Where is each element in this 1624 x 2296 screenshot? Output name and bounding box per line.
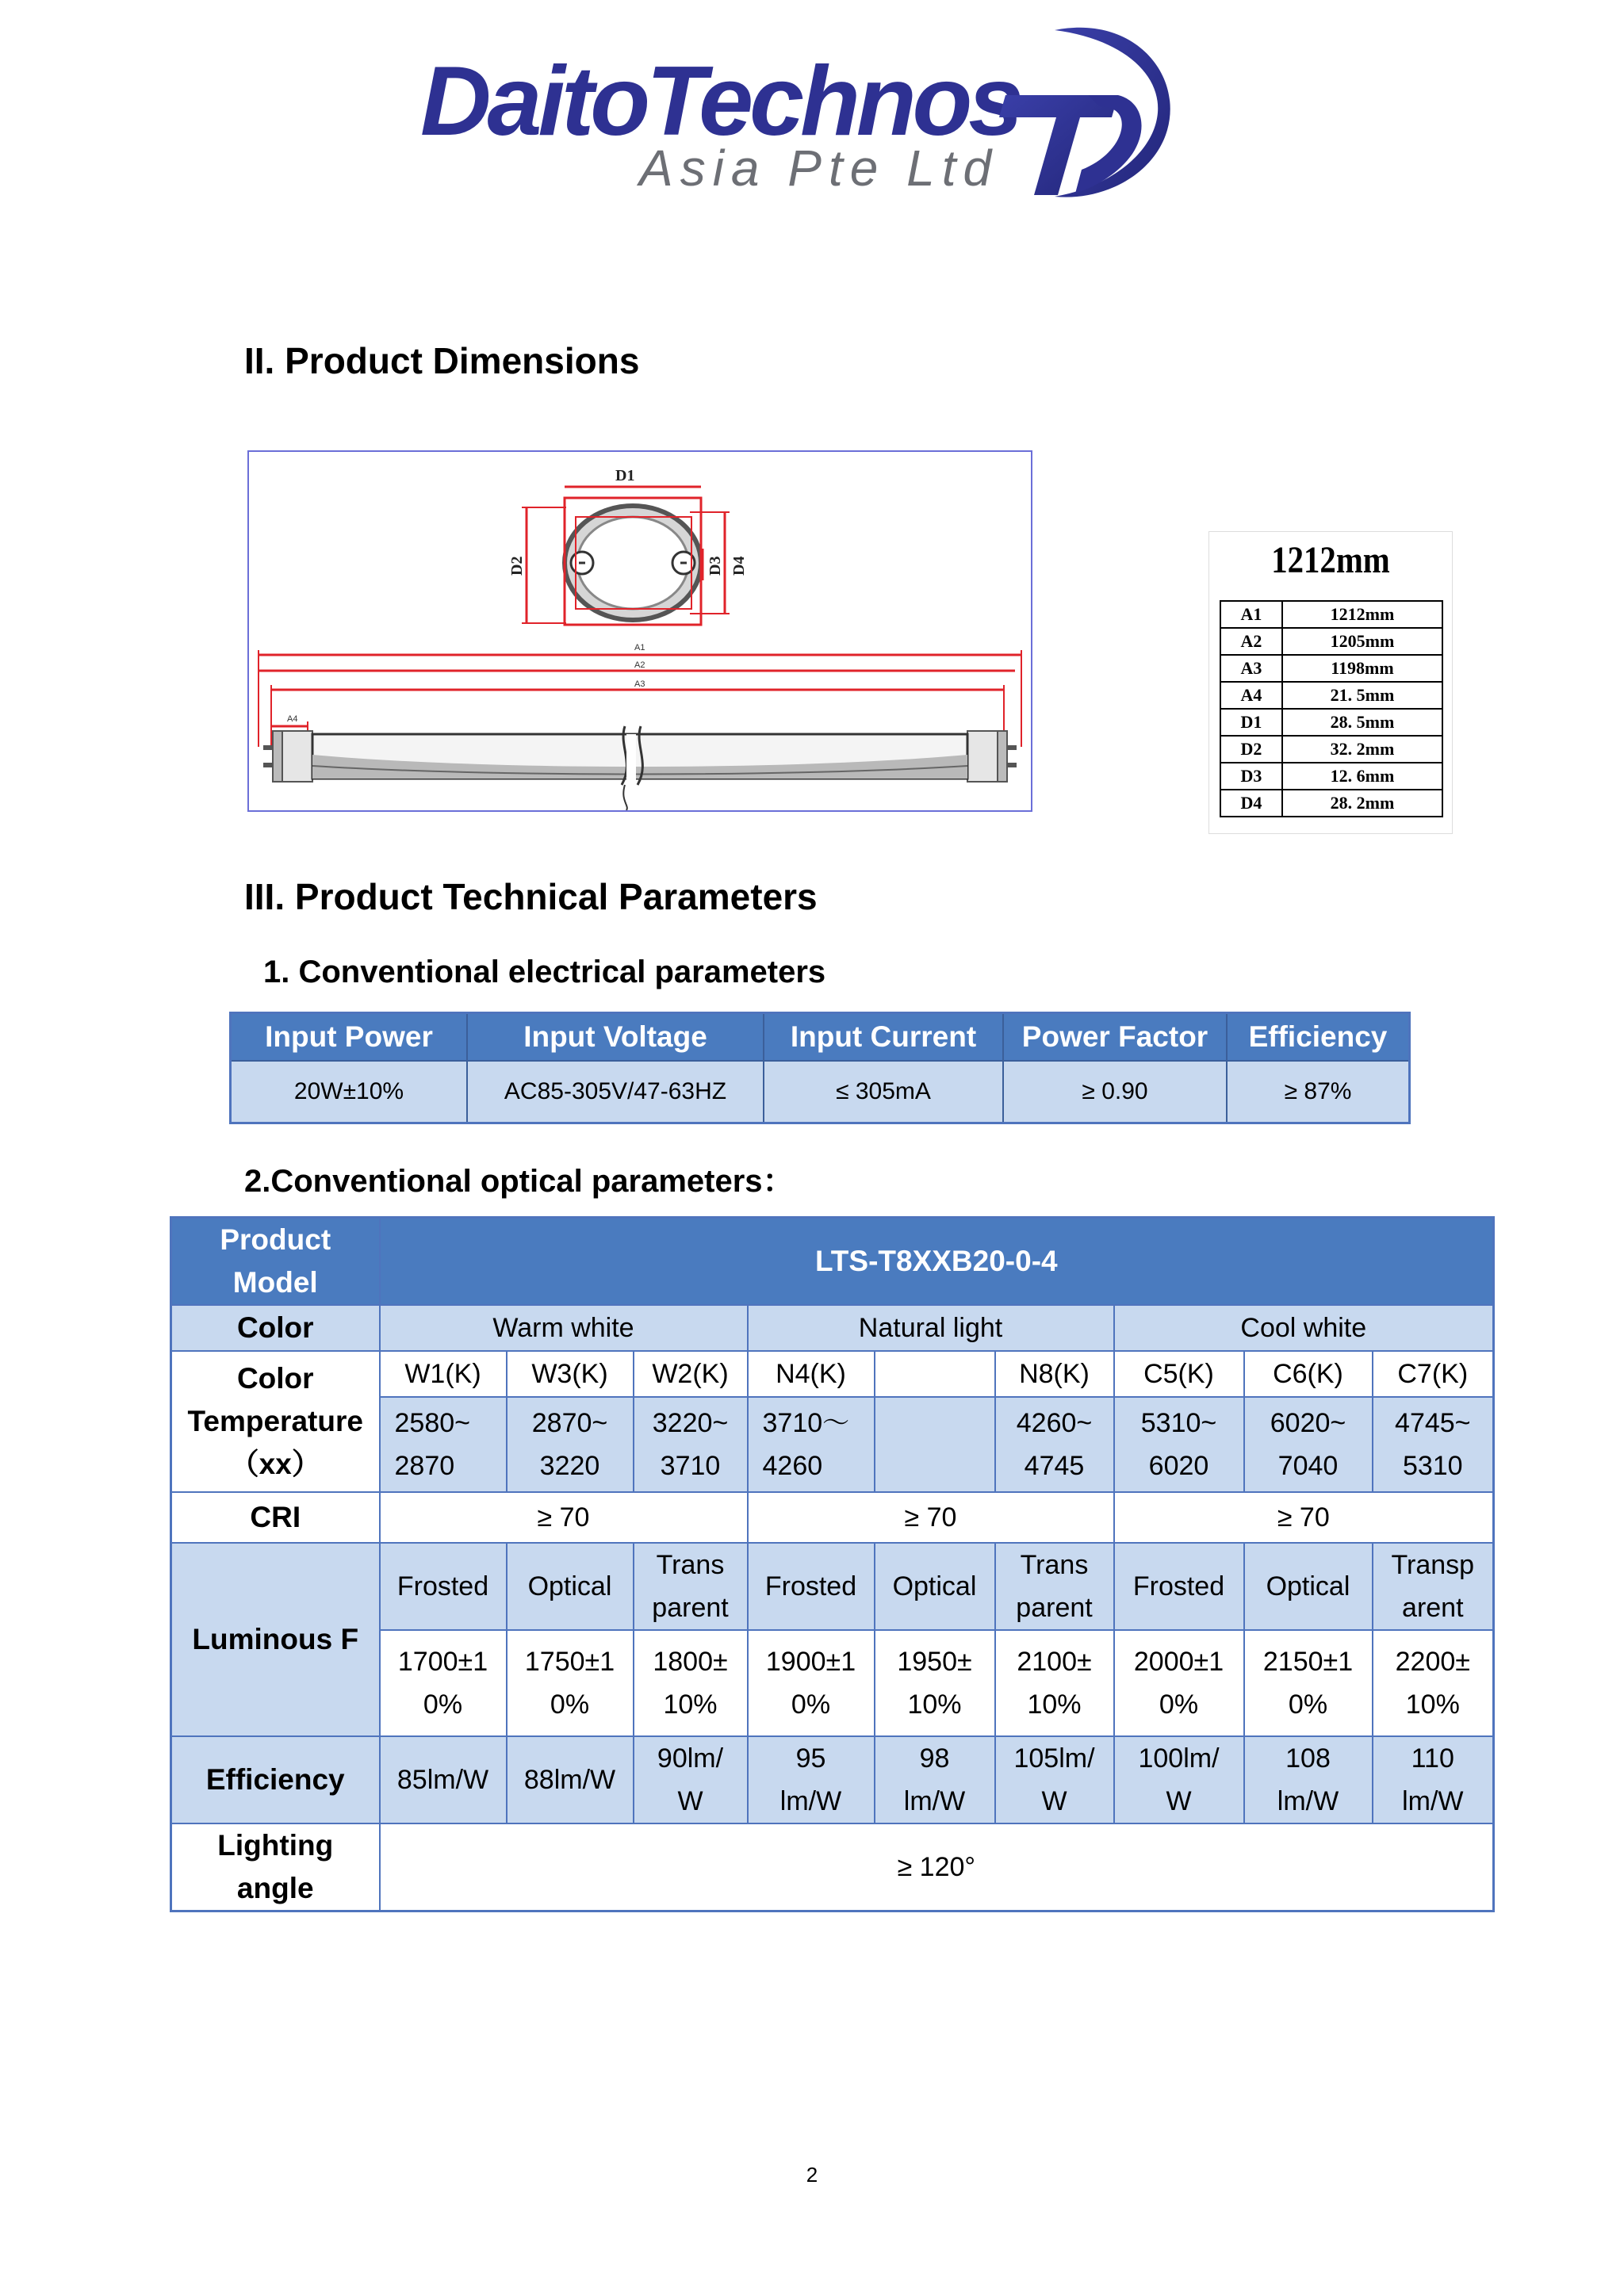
dimension-drawing [247, 450, 1032, 812]
electrical-parameters-table [229, 1012, 1411, 1124]
value-input-voltage: AC85-305V/47-63HZ [467, 1061, 764, 1123]
dim-value: 28. 5mm [1282, 709, 1442, 736]
value-line: 1800± [653, 1647, 728, 1677]
range-line: 4745 [1024, 1451, 1085, 1481]
dim-value: 1212mm [1282, 601, 1442, 628]
dimension-table [1220, 600, 1443, 817]
type-line: Trans [1020, 1550, 1089, 1580]
table-row [171, 1823, 1494, 1911]
lum-type [634, 1543, 748, 1630]
dim-key: D1 [1220, 709, 1282, 736]
logo-subtitle: Asia Pte Ltd [639, 140, 999, 197]
dimension-table-title: 1212mm [1271, 539, 1390, 581]
value-line: W [1166, 1786, 1192, 1816]
range-line: 7040 [1277, 1451, 1339, 1481]
value-line: 0% [1159, 1689, 1199, 1720]
section-title-technical: III. Product Technical Parameters [244, 876, 818, 917]
type-line: Frosted [764, 1571, 857, 1601]
lum-value [995, 1630, 1114, 1736]
label-line: Product [220, 1223, 331, 1256]
table-row [171, 1736, 1494, 1823]
range-line: 6020~ [1270, 1408, 1346, 1438]
range-line: 2870~ [531, 1408, 608, 1438]
dim-value: 1205mm [1282, 628, 1442, 655]
ct-code: C5(K) [1114, 1351, 1244, 1397]
table-header-row [231, 1013, 1410, 1062]
ct-range [875, 1397, 995, 1492]
color-group-natural: Natural light [748, 1305, 1114, 1351]
table-row [171, 1351, 1494, 1397]
ct-range [634, 1397, 748, 1492]
dim-key: D4 [1220, 790, 1282, 817]
color-group-cool: Cool white [1114, 1305, 1494, 1351]
value-line: 2100± [1017, 1647, 1092, 1677]
range-line: 4745~ [1395, 1408, 1471, 1438]
type-line: Frosted [1132, 1571, 1225, 1601]
lum-type [1373, 1543, 1494, 1630]
range-line: 4260 [762, 1451, 823, 1481]
page-number: 2 [806, 2163, 818, 2187]
efficiency-label: Efficiency [171, 1736, 380, 1823]
eff-value [1114, 1736, 1244, 1823]
value-line: 100lm/ [1138, 1743, 1220, 1774]
label-d1: D1 [615, 467, 635, 484]
value-line: 10% [1027, 1689, 1082, 1720]
range-line: 3220 [539, 1451, 600, 1481]
lum-type [748, 1543, 875, 1630]
table-row [1220, 763, 1442, 790]
dim-key: A2 [1220, 628, 1282, 655]
ct-code: C7(K) [1373, 1351, 1494, 1397]
table-row [1220, 736, 1442, 763]
tube-diagram [249, 452, 1031, 810]
eff-value [1373, 1736, 1494, 1823]
label-line: （xx） [229, 1448, 321, 1480]
header-input-power: Input Power [231, 1013, 468, 1062]
table-row [1220, 709, 1442, 736]
ct-code: W3(K) [507, 1351, 634, 1397]
lum-value [748, 1630, 875, 1736]
color-group-warm: Warm white [380, 1305, 748, 1351]
ct-code: N4(K) [748, 1351, 875, 1397]
value-line: 1900±1 [765, 1647, 856, 1677]
range-line: 5310 [1402, 1451, 1463, 1481]
lum-value [634, 1630, 748, 1736]
value-line: 95 [795, 1743, 826, 1774]
ct-range [380, 1397, 507, 1492]
product-model-label [171, 1218, 380, 1306]
value-line: 10% [663, 1689, 718, 1720]
range-line: 3710 [660, 1451, 721, 1481]
eff-value [748, 1736, 875, 1823]
label-d2: D2 [508, 556, 526, 576]
value-input-current: ≤ 305mA [764, 1061, 1003, 1123]
value-line: 1700±1 [397, 1647, 488, 1677]
value-line: 0% [1288, 1689, 1328, 1720]
ct-range [1373, 1397, 1494, 1492]
header-power-factor: Power Factor [1003, 1013, 1227, 1062]
ct-range [995, 1397, 1114, 1492]
lum-value [380, 1630, 507, 1736]
product-model-value: LTS-T8XXB20-0-4 [380, 1218, 1494, 1306]
value-line: 0% [791, 1689, 831, 1720]
value-efficiency: ≥ 87% [1227, 1061, 1410, 1123]
lum-value [875, 1630, 995, 1736]
value-line: lm/W [1277, 1786, 1339, 1816]
value-line: 10% [907, 1689, 962, 1720]
eff-value [380, 1736, 507, 1823]
section-title-electrical: 1. Conventional electrical parameters [263, 955, 826, 989]
cri-value: ≥ 70 [748, 1492, 1114, 1543]
lum-type [875, 1543, 995, 1630]
company-logo [412, 16, 1174, 206]
value-line: 0% [423, 1689, 463, 1720]
range-line: 5310~ [1140, 1408, 1217, 1438]
type-line: Optical [892, 1571, 977, 1601]
table-row [1220, 790, 1442, 817]
value-line: lm/W [779, 1786, 842, 1816]
header-input-voltage: Input Voltage [467, 1013, 764, 1062]
range-line: 4260~ [1016, 1408, 1093, 1438]
color-label: Color [171, 1305, 380, 1351]
type-line: Trans [656, 1550, 725, 1580]
value-line: 90lm/ [657, 1743, 724, 1774]
value-line: 1950± [897, 1647, 972, 1677]
section-title-optical: 2.Conventional optical parameters： [244, 1164, 795, 1199]
value-line: W [677, 1786, 703, 1816]
ct-range [1114, 1397, 1244, 1492]
label-line: Lighting [217, 1829, 334, 1862]
lum-value [507, 1630, 634, 1736]
label-line: Model [232, 1266, 318, 1299]
table-row [171, 1492, 1494, 1543]
type-line: Optical [1266, 1571, 1350, 1601]
label-line: Temperature [187, 1405, 363, 1437]
lum-type [380, 1543, 507, 1630]
value-line: 110 [1411, 1743, 1454, 1774]
dim-value: 28. 2mm [1282, 790, 1442, 817]
ct-code: W1(K) [380, 1351, 507, 1397]
dim-key: A4 [1220, 682, 1282, 709]
lighting-angle-value: ≥ 120° [380, 1823, 1494, 1911]
label-a4: A4 [287, 714, 298, 724]
value-line: 105lm/ [1013, 1743, 1095, 1774]
type-line: Optical [527, 1571, 612, 1601]
dim-value: 1198mm [1282, 655, 1442, 682]
eff-value [995, 1736, 1114, 1823]
range-line: 3220~ [652, 1408, 729, 1438]
range-line: 6020 [1148, 1451, 1209, 1481]
range-line: 2870 [394, 1451, 455, 1481]
value-line: W [1041, 1786, 1067, 1816]
header-input-current: Input Current [764, 1013, 1003, 1062]
dim-key: A3 [1220, 655, 1282, 682]
table-row [171, 1543, 1494, 1630]
type-line: parent [1016, 1593, 1093, 1623]
value-line: 1750±1 [524, 1647, 615, 1677]
ct-code [875, 1351, 995, 1397]
lum-type [995, 1543, 1114, 1630]
lighting-angle-label [171, 1823, 380, 1911]
ct-code: W2(K) [634, 1351, 748, 1397]
logo-mark-icon [999, 19, 1182, 201]
eff-value [634, 1736, 748, 1823]
value-power-factor: ≥ 0.90 [1003, 1061, 1227, 1123]
logo-name: DaitoTechnos [420, 47, 1020, 156]
value-line: lm/W [903, 1786, 966, 1816]
dim-key: D3 [1220, 763, 1282, 790]
luminous-flux-label: Luminous F [171, 1543, 380, 1736]
value-line: 2150±1 [1262, 1647, 1354, 1677]
value-input-power: 20W±10% [231, 1061, 468, 1123]
value-line: 0% [550, 1689, 590, 1720]
table-row [171, 1305, 1494, 1351]
dim-value: 21. 5mm [1282, 682, 1442, 709]
value-line: lm/W [1402, 1786, 1464, 1816]
end-cap-view [508, 457, 796, 633]
section-title-dimensions: II. Product Dimensions [244, 340, 640, 381]
ct-range [748, 1397, 875, 1492]
label-d3: D3 [707, 556, 724, 576]
value-line: 2000±1 [1133, 1647, 1224, 1677]
type-line: Transp [1391, 1550, 1475, 1580]
value-line: 85lm/W [396, 1765, 489, 1795]
label-d4: D4 [730, 556, 748, 576]
cri-value: ≥ 70 [1114, 1492, 1494, 1543]
lum-value [1114, 1630, 1244, 1736]
range-line: 3710～ [762, 1408, 850, 1438]
cri-label: CRI [171, 1492, 380, 1543]
dim-key: A1 [1220, 601, 1282, 628]
value-line: 88lm/W [523, 1765, 616, 1795]
lum-type [507, 1543, 634, 1630]
dim-key: D2 [1220, 736, 1282, 763]
value-line: 108 [1285, 1743, 1331, 1774]
type-line: Frosted [396, 1571, 489, 1601]
optical-parameters-table [170, 1216, 1495, 1912]
tube-body [263, 726, 1017, 810]
dimension-table-box [1208, 531, 1453, 834]
table-row [1220, 601, 1442, 628]
type-line: parent [652, 1593, 729, 1623]
label-a3: A3 [634, 679, 645, 689]
range-line: 2580~ [394, 1408, 470, 1438]
eff-value [1244, 1736, 1373, 1823]
eff-value [875, 1736, 995, 1823]
label-a2: A2 [634, 660, 645, 670]
lum-type [1114, 1543, 1244, 1630]
table-row [231, 1061, 1410, 1123]
ct-code: C6(K) [1244, 1351, 1373, 1397]
value-line: 10% [1405, 1689, 1460, 1720]
table-row [171, 1218, 1494, 1306]
label-line: angle [236, 1872, 314, 1904]
ct-range [507, 1397, 634, 1492]
table-row [1220, 655, 1442, 682]
header-efficiency: Efficiency [1227, 1013, 1410, 1062]
lum-type [1244, 1543, 1373, 1630]
lum-value [1244, 1630, 1373, 1736]
type-line: arent [1402, 1593, 1464, 1623]
table-row [1220, 628, 1442, 655]
dim-value: 12. 6mm [1282, 763, 1442, 790]
dim-value: 32. 2mm [1282, 736, 1442, 763]
color-temperature-label [171, 1351, 380, 1492]
value-line: 2200± [1395, 1647, 1470, 1677]
label-line: Color [236, 1362, 314, 1395]
table-row [1220, 682, 1442, 709]
lum-value [1373, 1630, 1494, 1736]
label-a1: A1 [634, 643, 645, 652]
ct-code: N8(K) [995, 1351, 1114, 1397]
ct-range [1244, 1397, 1373, 1492]
eff-value [507, 1736, 634, 1823]
value-line: 98 [919, 1743, 950, 1774]
cri-value: ≥ 70 [380, 1492, 748, 1543]
